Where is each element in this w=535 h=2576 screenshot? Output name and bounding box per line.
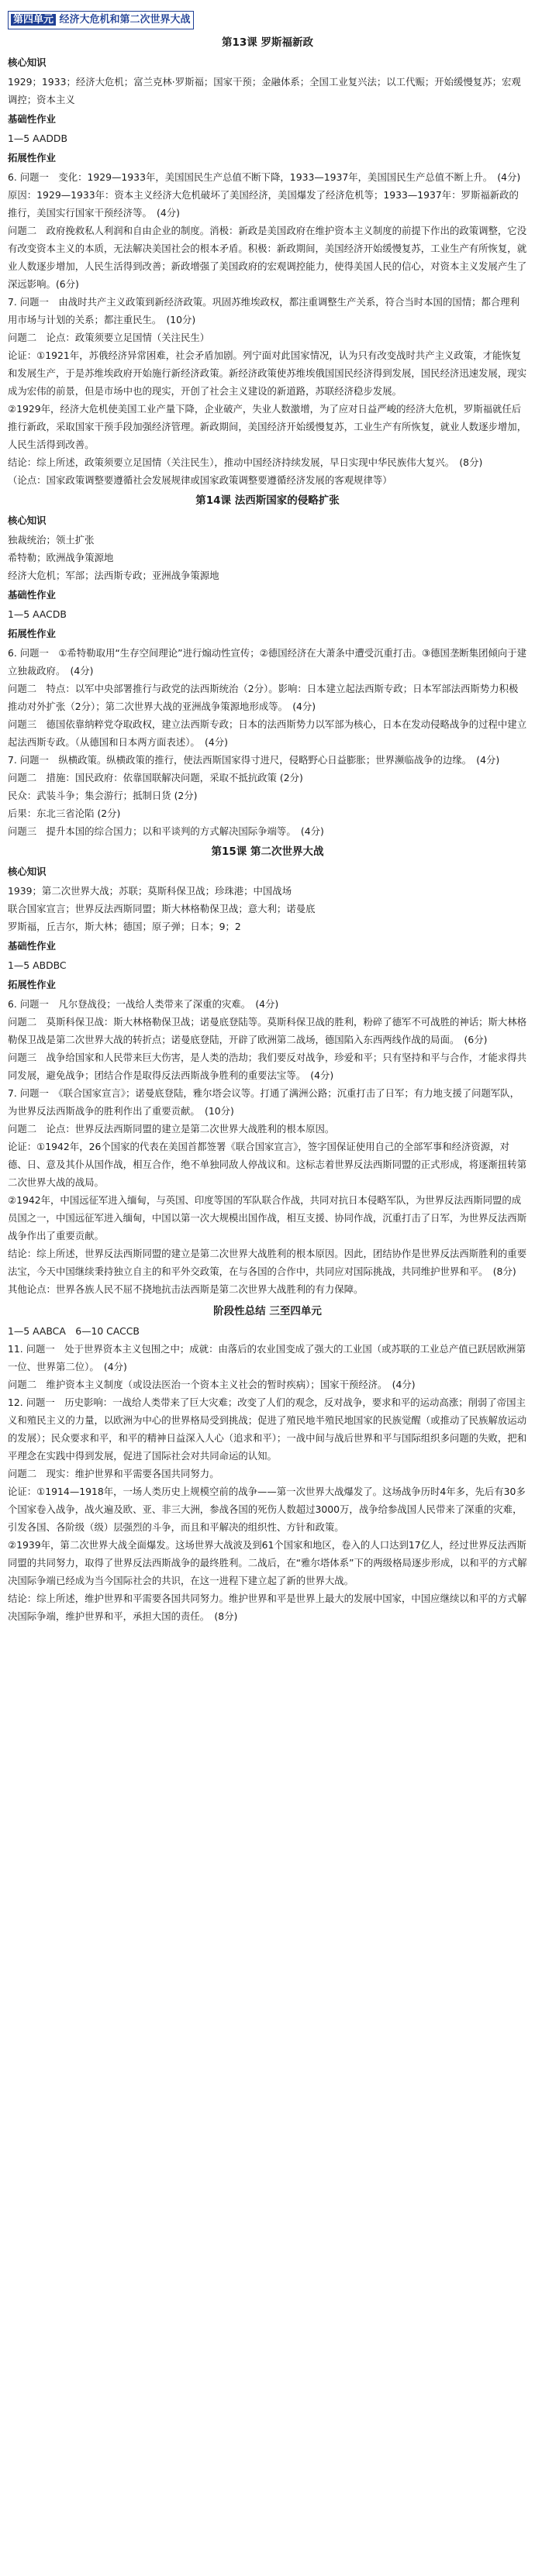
lesson-15-ext-item: 7. 问题一 《联合国家宣言》；诺曼底登陆，雅尔塔会议等。打通了满洲公路；沉重打击了日军；有力地支援了问题军队，为世界反法西斯战争的胜利作出了重要贡献。 (10分) — [8, 1087, 520, 1117]
lesson-15-ext-label: 拓展性作业 — [8, 979, 56, 990]
stage-summary-item: 问题二 维护资本主义制度（或设法医治一个资本主义社会的暂时疾病）；国家干预经济。 (4分) — [8, 1379, 416, 1390]
unit-tag-prefix: 第四单元 — [11, 14, 56, 26]
stage-summary-item: 11. 问题一 处于世界资本主义包围之中；成就：由落后的农业国变成了强大的工业国（或苏联的工业总产值已跃居欧洲第一位、世界第二位）。 (4分) — [8, 1343, 526, 1372]
lesson-14-core-text: 独裁统治；领土扩张 — [8, 534, 95, 546]
lesson-15-ext-item: 问题二 论点：世界反法西斯同盟的建立是第二次世界大战胜利的根本原因。 — [8, 1123, 335, 1135]
stage-summary-item: 结论：综上所述，维护世界和平需要各国共同努力。维护世界和平是世界上最大的发展中国家，中国应继续以和平的方式解决国际争端，维护世界和平，承担大国的责任。 (8分) — [8, 1593, 527, 1622]
lesson-14-ext-item: 问题二 特点：以军中央部署推行与政党的法西斯统治（2分）。影响：日本建立起法西斯专政；日本军部法西斯势力积极推动对外扩张（2分）；第二次世界大战的亚洲战争策源地形成等。 (4分) — [8, 683, 519, 712]
lesson-13-ext-item: 7. 问题一 由战时共产主义政策到新经济政策。巩固苏维埃政权，都注重调整生产关系，符合当时本国的国情；都合理利用市场与计划的关系；都注重民生。 (10分) — [8, 296, 520, 325]
lesson-14-basic-answers: 1—5 AACDB — [8, 608, 67, 620]
lesson-15-core-label: 核心知识 — [8, 866, 47, 877]
lesson-14-basic-label: 基础性作业 — [8, 589, 56, 601]
lesson-13-ext-item: （论点：国家政策调整要遵循社会发展规律或国家政策调整要遵循经济发展的客观规律等） — [8, 474, 392, 486]
lesson-13-core-label: 核心知识 — [8, 57, 47, 68]
lesson-14-ext-item: 问题三 提升本国的综合国力；以和平谈判的方式解决国际争端等。 (4分) — [8, 825, 324, 837]
unit-tag — [8, 11, 194, 29]
stage-summary-item: 论证：①1914—1918年，一场人类历史上规模空前的战争——第一次世界大战爆发了。这场战争历时4年多，先后有30多个国家卷入战争，战火遍及欧、亚、非三大洲，参战各国的死伤人数超过3000万，战争给参战国人民带来了深重的灾难，引发各国、各阶级（级）层强烈的斗争，而且和平解决的组织性、方针和政策。 — [8, 1486, 526, 1533]
lesson-13-ext-label: 拓展性作业 — [8, 152, 56, 164]
lesson-13-basic-answers: 1—5 AADDB — [8, 133, 67, 144]
lesson-14-core-label: 核心知识 — [8, 515, 47, 526]
lesson-13-ext-item: 问题二 论点：政策须要立足国情（关注民生） — [8, 332, 210, 343]
lesson-14-ext-item: 问题三 德国依靠纳粹党夺取政权，建立法西斯专政；日本的法西斯势力以军部为核心，日本在发动侵略战争的过程中建立起法西斯专政。（从德国和日本两方面表述）。 (4分) — [8, 718, 527, 748]
lesson-13-ext-item: 论证：①1921年，苏俄经济异常困难，社会矛盾加剧。列宁面对此国家情况，认为只有改变战时共产主义政策，才能恢复和发展生产，于是苏维埃政府开始施行新经济政策。新经济政策使苏维埃俄国国民经济得到发展，国民经济迅速发展，现实成为宏伟的前景，但是市场中也的现实，开创了社会主义建设的新道路，苏联经济稳步发展。 — [8, 350, 527, 397]
lesson-13-basic-label: 基础性作业 — [8, 113, 56, 125]
lesson-15-core-text: 1939；第二次世界大战；苏联；莫斯科保卫战；珍珠港；中国战场 — [8, 885, 292, 897]
lesson-15-ext-item: ②1942年，中国远征军进入缅甸，与英国、印度等国的军队联合作战，共同对抗日本侵略军队，为世界反法西斯同盟的成员国之一，中国远征军进入缅甸，中国以第一次大规模出国作战，相互支援、协同作战，沉重打击了日军，为世界反法西斯战争作出了重要贡献。 — [8, 1194, 527, 1242]
lesson-14-title: 第14课 法西斯国家的侵略扩张 — [195, 494, 340, 507]
lesson-15-ext-item: 结论：综上所述，世界反法西斯同盟的建立是第二次世界大战胜利的根本原因。因此，团结协作是世界反法西斯胜利的重要法宝，今天中国继续秉持独立自主的和平外交政策，在与各国的合作中，共同应对国际挑战，共同维护世界和平。 (8分) — [8, 1248, 527, 1277]
stage-summary-title: 阶段性总结 三至四单元 — [213, 1305, 322, 1317]
lesson-14-ext-item: 7. 问题一 纵横政策。纵横政策的推行，使法西斯国家得寸进尺，侵略野心日益膨胀；世界濒临战争的边缘。 (4分) — [8, 754, 500, 766]
stage-summary-item: 12. 问题一 历史影响：一战给人类带来了巨大灾难；改变了人们的观念，反对战争，要求和平的运动高涨；削弱了帝国主义和殖民主义的力量，以欧洲为中心的世界格局受到挑战；促进了殖民地半殖民地国家的民族觉醒（或推动了民族解放运动的发展）；民众要求和平，和平的精神日益深入人心（追求和平）；一战中间与战后世界和平与国际组织多问题的失败，把和平理念在实践中得到发展，促进了国际社会对共同命运的认知。 — [8, 1396, 527, 1462]
lesson-13-core-text: 1929；1933；经济大危机；富兰克林·罗斯福；国家干预；金融体系；全国工业复兴法；以工代赈；开始缓慢复苏；宏观调控；资本主义 — [8, 76, 521, 105]
stage-summary-item: ②1939年，第二次世界大战全面爆发。这场世界大战波及到61个国家和地区，卷入的人口达到17亿人，经过世界反法西斯同盟的共同努力，取得了世界反法西斯战争的最终胜利。二战后，在“雅尔塔体系”下的两级格局逐步形成，以和平的方式解决国际争端已经成为当今国际社会的共识，在这一进程下建立起了新的世界大战。 — [8, 1539, 527, 1586]
unit-tag-rest: 经济大危机和第二次世界大战 — [56, 14, 191, 26]
lesson-15-title: 第15课 第二次世界大战 — [211, 845, 324, 858]
lesson-15-basic-answers: 1—5 ABDBC — [8, 959, 67, 971]
lesson-15-basic-label: 基础性作业 — [8, 940, 56, 952]
lesson-15-ext-item: 问题二 莫斯科保卫战：斯大林格勒保卫战；诺曼底登陆等。莫斯科保卫战的胜利，粉碎了德军不可战胜的神话；斯大林格勒保卫战是第二次世界大战的转折点；诺曼底登陆，开辟了欧洲第二战场，德国陷入东西两线作战的局面。 (6分) — [8, 1016, 527, 1045]
lesson-15-ext-item: 6. 问题一 凡尔登战役；一战给人类带来了深重的灾难。 (4分) — [8, 998, 279, 1010]
stage-summary-item: 1—5 AABCA 6—10 CACCB — [8, 1325, 140, 1337]
lesson-15-ext-item: 论证：①1942年，26个国家的代表在美国首都签署《联合国家宣言》，签字国保证使用自己的全部军事和经济资源，对德、日、意及其仆从国作战，相互合作，绝不单独同敌人停战议和。这标志着世界反法西斯同盟的正式形成，将逐渐扭转第二次世界大战的战局。 — [8, 1141, 527, 1188]
lesson-14-ext-label: 拓展性作业 — [8, 628, 56, 639]
lesson-15-core-text: 联合国家宣言；世界反法西斯同盟；斯大林格勒保卫战；意大利；诺曼底 — [8, 903, 316, 914]
lesson-14-core-text: 希特勒；欧洲战争策源地 — [8, 552, 114, 563]
unit-title — [8, 11, 527, 29]
stage-summary-item: 问题二 现实：维护世界和平需要各国共同努力。 — [8, 1468, 219, 1479]
lesson-14-ext-item: 后果：东北三省沦陷 (2分) — [8, 808, 121, 819]
lesson-14-ext-item: 6. 问题一 ①希特勒取用“生存空间理论”进行煽动性宣传；②德国经济在大萧条中遭受沉重打击。③德国垄断集团倾向于建立独裁政府。 (4分) — [8, 647, 527, 677]
lesson-15-ext-item: 问题三 战争给国家和人民带来巨大伤害，是人类的浩劫；我们要反对战争，珍爱和平；只有坚持和平与合作，才能求得共同发展，避免战争；团结合作是取得反法西斯战争胜利的重要法宝等。 (4分) — [8, 1052, 527, 1081]
lesson-13-title: 第13课 罗斯福新政 — [222, 36, 313, 49]
lesson-14-ext-item: 民众：武装斗争；集会游行；抵制日货 (2分) — [8, 790, 198, 801]
lesson-13-ext-item: 问题二 政府挽救私人利润和自由企业的制度。消极：新政是美国政府在维护资本主义制度的前提下作出的政策调整，它没有改变资本主义的本质，无法解决美国社会的根本矛盾。积极：新政期间，美国经济开始缓慢复苏，工业生产有所恢复，就业人数逐步增加，人民生活得到改善；新政增强了美国政府的宏观调控能力，使得美国人民的信心，对资本主义发展产生了深远影响。(6分) — [8, 225, 527, 290]
lesson-13-ext-item: 结论：综上所述，政策须要立足国情（关注民生），推动中国经济持续发展，早日实现中华民族伟大复兴。 (8分) — [8, 456, 483, 468]
lesson-15-ext-item: 其他论点：世界各族人民不屈不挠地抗击法西斯是第二次世界大战胜利的有力保障。 — [8, 1283, 364, 1295]
lesson-15-core-text: 罗斯福，丘吉尔，斯大林；德国；原子弹；日本；9；2 — [8, 921, 241, 932]
lesson-13-ext-item: ②1929年，经济大危机使美国工业产量下降，企业破产，失业人数激增，为了应对日益严峻的经济大危机，罗斯福就任后推行新政，采取国家干预手段加强经济管理。新政期间，美国经济开始缓慢复苏，工业生产有所恢复，就业人数逐步增加，人民生活得到改善。 — [8, 403, 527, 450]
lesson-13-ext-item: 6. 问题一 变化：1929—1933年，美国国民生产总值不断下降，1933—1937年，美国国民生产总值不断上升。 (4分) 原因：1929—1933年：资本主义经济大危机破坏了美国经济，美国爆发了经济危机等；1933—1937年：罗斯福新政的推行，美国实行国家干预经济等。 (4分) — [8, 171, 530, 219]
lesson-14-core-text: 经济大危机；军部；法西斯专政；亚洲战争策源地 — [8, 570, 219, 581]
lesson-14-ext-item: 问题二 措施：国民政府：依靠国联解决问题，采取不抵抗政策 (2分) — [8, 772, 303, 783]
